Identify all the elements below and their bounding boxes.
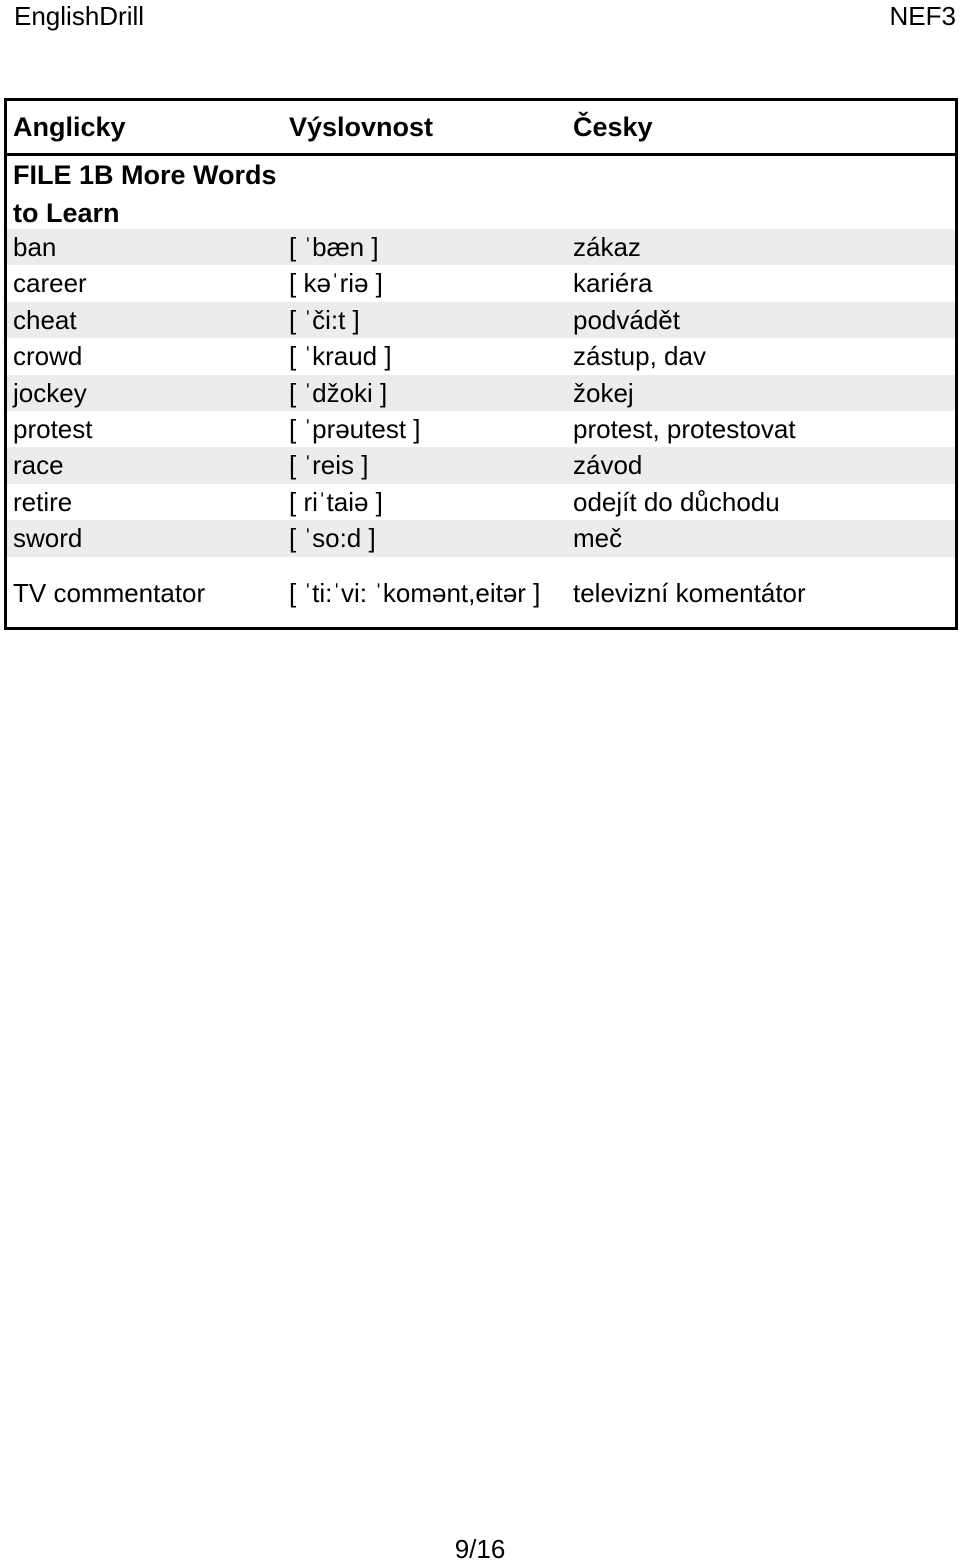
table-header <box>7 101 955 156</box>
czech-translation: žokej <box>573 377 634 408</box>
czech-translation: odejít do důchodu <box>573 486 780 517</box>
section-title: FILE 1B More Words to Learn <box>13 160 277 228</box>
pronunciation: [ ˈti:ˈvi: ˈkomənt,eitər ] <box>289 578 541 608</box>
czech-translation: závod <box>573 450 643 481</box>
pronunciation: [ riˈtaiə ] <box>289 486 383 517</box>
pronunciation: [ ˈbæn ] <box>289 232 379 262</box>
table-row <box>7 575 955 611</box>
czech-translation: meč <box>573 523 623 554</box>
english-word: crowd <box>13 341 83 372</box>
czech-translation: protest, protestovat <box>573 413 796 444</box>
english-word: race <box>13 450 64 481</box>
vocabulary-table <box>4 98 958 630</box>
table-row <box>7 302 955 338</box>
column-header-english: Anglicky <box>13 112 126 142</box>
czech-translation: kariéra <box>573 268 653 299</box>
english-word: jockey <box>13 377 87 408</box>
english-word: career <box>13 268 87 299</box>
english-word: cheat <box>13 304 77 335</box>
english-word: TV commentator <box>13 578 206 608</box>
english-word: retire <box>13 486 73 517</box>
table-row <box>7 338 955 374</box>
english-word: protest <box>13 413 93 444</box>
pronunciation: [ kəˈriə ] <box>289 268 383 299</box>
pronunciation: [ ˈprəutest ] <box>289 413 421 444</box>
app-title: EnglishDrill <box>14 1 145 31</box>
column-header-pronunciation: Výslovnost <box>289 112 434 142</box>
table-row <box>7 447 955 483</box>
czech-translation: zákaz <box>573 232 641 262</box>
column-header-czech: Česky <box>573 112 653 142</box>
czech-translation: zástup, dav <box>573 341 706 372</box>
czech-translation: televizní komentátor <box>573 578 806 608</box>
table-row <box>7 520 955 556</box>
pronunciation: [ ˈči:t ] <box>289 304 360 335</box>
page-number: 9/16 <box>454 1534 506 1564</box>
table-row <box>7 375 955 411</box>
vocab-rows <box>7 229 955 557</box>
table-row <box>7 265 955 301</box>
czech-translation: podvádět <box>573 304 680 335</box>
english-word: sword <box>13 523 83 554</box>
pronunciation: [ ˈkraud ] <box>289 341 392 372</box>
pronunciation: [ ˈreis ] <box>289 450 369 481</box>
book-code: NEF3 <box>889 1 956 31</box>
pronunciation: [ ˈdžoki ] <box>289 377 388 408</box>
table-row <box>7 229 955 265</box>
table-row <box>7 484 955 520</box>
english-word: ban <box>13 232 57 262</box>
table-row <box>7 411 955 447</box>
pronunciation: [ ˈso:d ] <box>289 523 376 554</box>
